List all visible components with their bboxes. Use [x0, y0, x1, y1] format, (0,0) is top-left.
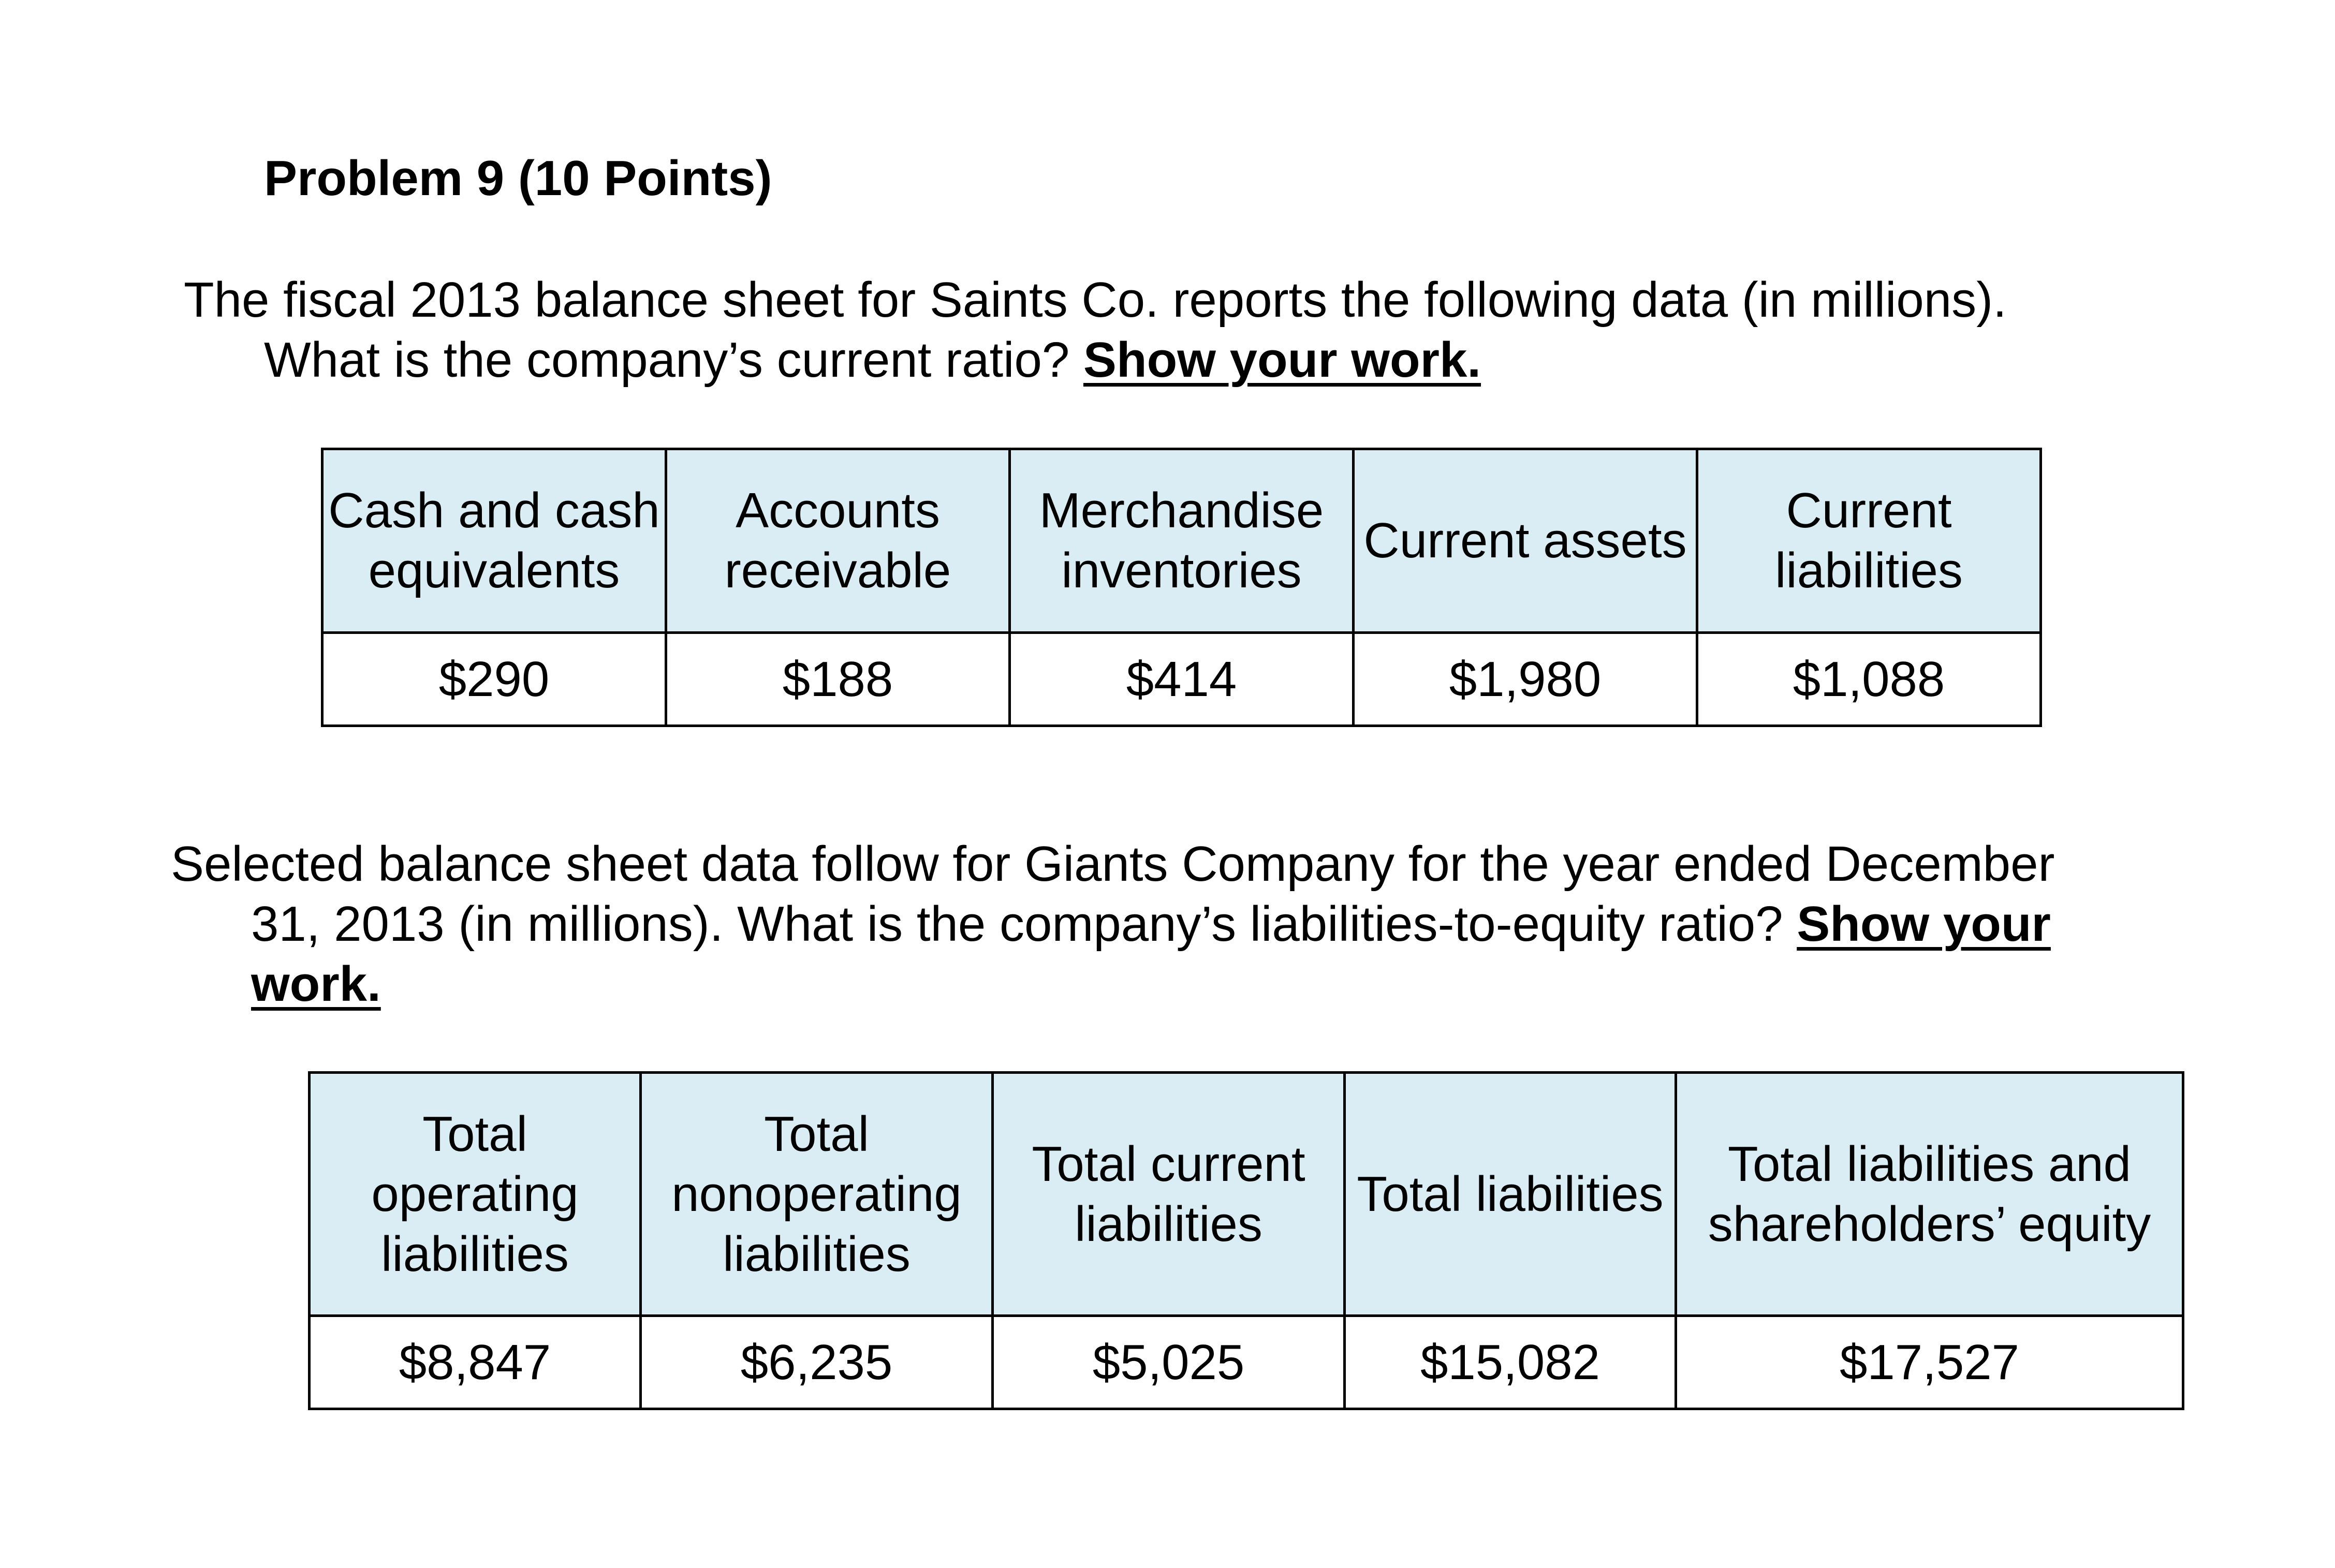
question-2-line-1: Selected balance sheet data follow for Giants Company for the year ended December: [171, 836, 2055, 892]
table-header-cell: Accounts receivable: [666, 449, 1010, 633]
table-header-cell: Total operating liabilities: [310, 1073, 641, 1316]
show-your-work-emphasis-2a: Show your: [1797, 896, 2051, 952]
question-1: [184, 270, 2007, 390]
table-cell: $6,235: [641, 1316, 993, 1409]
table-cell: $1,980: [1354, 633, 1697, 726]
giants-balance-table: [308, 1071, 2184, 1410]
table-row: [322, 633, 2041, 726]
table-row: [310, 1316, 2183, 1409]
show-your-work-emphasis-1: Show your work.: [1083, 332, 1481, 388]
question-1-line-2: [184, 330, 2007, 390]
table-header-cell: Current liabilities: [1697, 449, 2041, 633]
table-header-cell: Total liabilities and shareholders’ equity: [1676, 1073, 2183, 1316]
table-cell: $188: [666, 633, 1010, 726]
show-your-work-emphasis-2b: work.: [251, 956, 381, 1012]
table-cell: $5,025: [993, 1316, 1345, 1409]
table-header-row: [310, 1073, 2183, 1316]
saints-balance-table: [321, 448, 2042, 727]
table-cell: $414: [1010, 633, 1354, 726]
table-header-cell: Cash and cash equivalents: [322, 449, 666, 633]
question-1-line-2-text: What is the company’s current ratio?: [264, 332, 1083, 388]
table-header-cell: Current assets: [1354, 449, 1697, 633]
table-header-cell: Total nonoperating liabilities: [641, 1073, 993, 1316]
table-header-cell: Total current liabilities: [993, 1073, 1345, 1316]
question-2-line-2-text: 31, 2013 (in millions). What is the company’s liabilities-to-equity ratio?: [251, 896, 1797, 952]
table-cell: $290: [322, 633, 666, 726]
question-1-line-1: The fiscal 2013 balance sheet for Saints Co. reports the following data (in millions).: [184, 272, 2007, 328]
question-2: [171, 834, 2054, 1014]
table-cell: $8,847: [310, 1316, 641, 1409]
table-header-cell: Total liabilities: [1345, 1073, 1676, 1316]
table-cell: $15,082: [1345, 1316, 1676, 1409]
table-header-row: [322, 449, 2041, 633]
table-cell: $1,088: [1697, 633, 2041, 726]
question-2-line-2: [171, 894, 2054, 954]
problem-title: Problem 9 (10 Points): [264, 151, 772, 206]
table-header-cell: Merchandise inventories: [1010, 449, 1354, 633]
table-cell: $17,527: [1676, 1316, 2183, 1409]
